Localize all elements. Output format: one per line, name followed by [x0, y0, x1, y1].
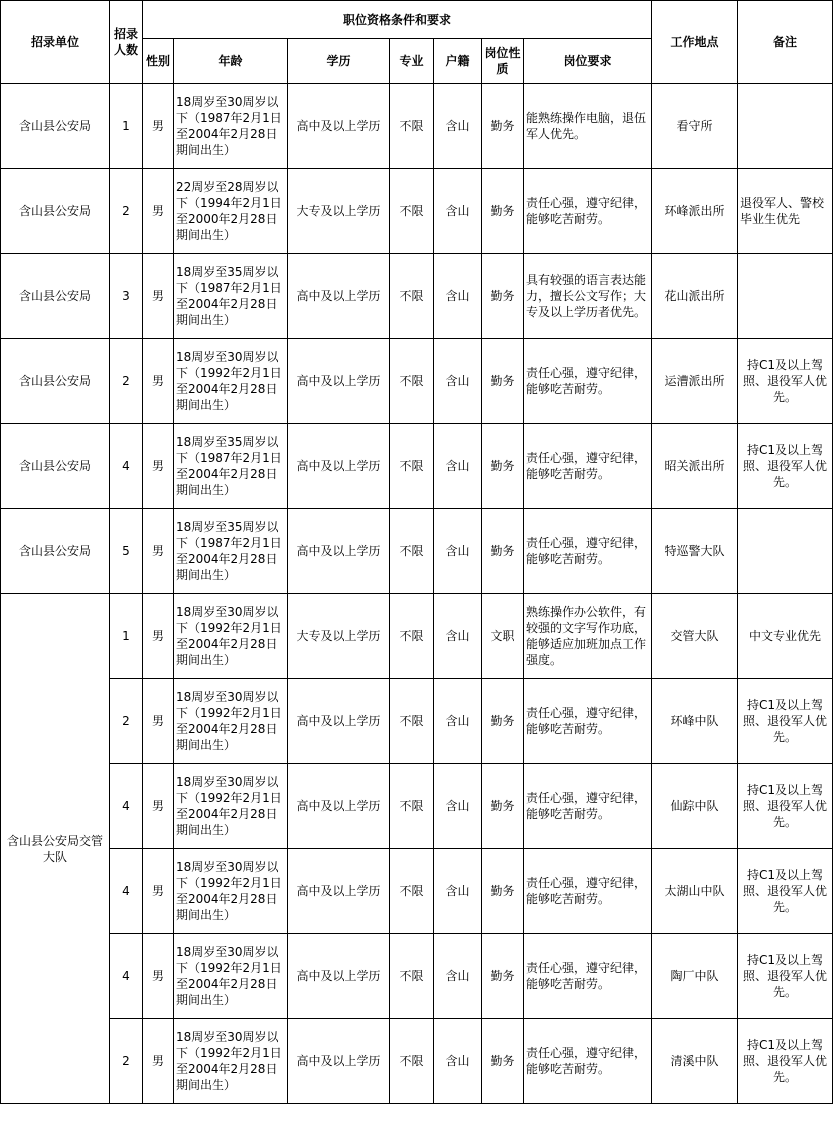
- cell-unit: 含山县公安局: [1, 169, 110, 254]
- cell-major: 不限: [390, 84, 434, 169]
- cell-education: 高中及以上学历: [288, 679, 390, 764]
- cell-nature: 勤务: [482, 169, 524, 254]
- cell-major: 不限: [390, 849, 434, 934]
- cell-gender: 男: [143, 1019, 174, 1104]
- header-hukou: 户籍: [434, 39, 482, 84]
- cell-nature: 勤务: [482, 934, 524, 1019]
- cell-count: 2: [110, 169, 143, 254]
- cell-age: 18周岁至35周岁以下（1987年2月1日至2004年2月28日期间出生）: [174, 424, 288, 509]
- cell-hukou: 含山: [434, 1019, 482, 1104]
- table-row: [1, 254, 833, 339]
- cell-gender: 男: [143, 84, 174, 169]
- cell-location: 交管大队: [652, 594, 738, 679]
- cell-age: 18周岁至30周岁以下（1992年2月1日至2004年2月28日期间出生）: [174, 934, 288, 1019]
- cell-age: 18周岁至30周岁以下（1992年2月1日至2004年2月28日期间出生）: [174, 1019, 288, 1104]
- cell-location: 运漕派出所: [652, 339, 738, 424]
- header-requirement: 岗位要求: [524, 39, 652, 84]
- cell-remark: [738, 254, 833, 339]
- cell-nature: 勤务: [482, 84, 524, 169]
- cell-hukou: 含山: [434, 424, 482, 509]
- cell-major: 不限: [390, 934, 434, 1019]
- header-major: 专业: [390, 39, 434, 84]
- cell-location: 陶厂中队: [652, 934, 738, 1019]
- cell-major: 不限: [390, 254, 434, 339]
- cell-unit: 含山县公安局: [1, 339, 110, 424]
- cell-count: 2: [110, 679, 143, 764]
- cell-age: 18周岁至30周岁以下（1992年2月1日至2004年2月28日期间出生）: [174, 764, 288, 849]
- cell-gender: 男: [143, 424, 174, 509]
- cell-major: 不限: [390, 424, 434, 509]
- cell-count: 2: [110, 1019, 143, 1104]
- table-row: [1, 679, 833, 764]
- cell-nature: 勤务: [482, 509, 524, 594]
- cell-age: 18周岁至30周岁以下（1987年2月1日至2004年2月28日期间出生）: [174, 84, 288, 169]
- header-education: 学历: [288, 39, 390, 84]
- cell-nature: 勤务: [482, 339, 524, 424]
- cell-location: 环峰中队: [652, 679, 738, 764]
- cell-hukou: 含山: [434, 679, 482, 764]
- cell-hukou: 含山: [434, 934, 482, 1019]
- cell-major: 不限: [390, 169, 434, 254]
- cell-education: 高中及以上学历: [288, 764, 390, 849]
- cell-count: 1: [110, 84, 143, 169]
- cell-gender: 男: [143, 764, 174, 849]
- cell-education: 高中及以上学历: [288, 1019, 390, 1104]
- cell-remark: 持C1及以上驾照、退役军人优先。: [738, 764, 833, 849]
- cell-gender: 男: [143, 594, 174, 679]
- cell-nature: 勤务: [482, 849, 524, 934]
- cell-education: 高中及以上学历: [288, 84, 390, 169]
- header-group: 职位资格条件和要求: [143, 1, 652, 39]
- header-gender: 性别: [143, 39, 174, 84]
- cell-education: 大专及以上学历: [288, 594, 390, 679]
- cell-location: 昭关派出所: [652, 424, 738, 509]
- header-nature: 岗位性质: [482, 39, 524, 84]
- cell-requirement: 责任心强，遵守纪律，能够吃苦耐劳。: [524, 1019, 652, 1104]
- cell-count: 5: [110, 509, 143, 594]
- cell-remark: 持C1及以上驾照、退役军人优先。: [738, 679, 833, 764]
- table-row: [1, 509, 833, 594]
- cell-requirement: 责任心强，遵守纪律，能够吃苦耐劳。: [524, 849, 652, 934]
- cell-requirement: 责任心强，遵守纪律，能够吃苦耐劳。: [524, 764, 652, 849]
- cell-remark: 中文专业优先: [738, 594, 833, 679]
- cell-education: 高中及以上学历: [288, 254, 390, 339]
- cell-remark: 持C1及以上驾照、退役军人优先。: [738, 934, 833, 1019]
- cell-count: 1: [110, 594, 143, 679]
- cell-hukou: 含山: [434, 169, 482, 254]
- cell-location: 环峰派出所: [652, 169, 738, 254]
- cell-nature: 勤务: [482, 254, 524, 339]
- header-age: 年龄: [174, 39, 288, 84]
- cell-remark: 持C1及以上驾照、退役军人优先。: [738, 1019, 833, 1104]
- cell-unit: 含山县公安局: [1, 254, 110, 339]
- cell-count: 3: [110, 254, 143, 339]
- cell-gender: 男: [143, 254, 174, 339]
- cell-requirement: 责任心强，遵守纪律，能够吃苦耐劳。: [524, 934, 652, 1019]
- cell-education: 高中及以上学历: [288, 934, 390, 1019]
- cell-remark: 持C1及以上驾照、退役军人优先。: [738, 424, 833, 509]
- cell-unit: 含山县公安局: [1, 424, 110, 509]
- header-remark: 备注: [738, 1, 833, 84]
- cell-age: 18周岁至30周岁以下（1992年2月1日至2004年2月28日期间出生）: [174, 339, 288, 424]
- cell-requirement: 熟练操作办公软件，有较强的文字写作功底，能够适应加班加点工作强度。: [524, 594, 652, 679]
- cell-gender: 男: [143, 339, 174, 424]
- cell-age: 18周岁至30周岁以下（1992年2月1日至2004年2月28日期间出生）: [174, 594, 288, 679]
- cell-education: 高中及以上学历: [288, 424, 390, 509]
- cell-location: 看守所: [652, 84, 738, 169]
- table-row: [1, 849, 833, 934]
- cell-education: 大专及以上学历: [288, 169, 390, 254]
- cell-major: 不限: [390, 1019, 434, 1104]
- cell-hukou: 含山: [434, 339, 482, 424]
- cell-age: 18周岁至35周岁以下（1987年2月1日至2004年2月28日期间出生）: [174, 509, 288, 594]
- cell-location: 仙踪中队: [652, 764, 738, 849]
- cell-requirement: 责任心强，遵守纪律，能够吃苦耐劳。: [524, 509, 652, 594]
- table-row: [1, 1019, 833, 1104]
- cell-gender: 男: [143, 934, 174, 1019]
- table-row: [1, 594, 833, 679]
- cell-location: 花山派出所: [652, 254, 738, 339]
- cell-hukou: 含山: [434, 84, 482, 169]
- header-location: 工作地点: [652, 1, 738, 84]
- cell-major: 不限: [390, 764, 434, 849]
- cell-remark: 退役军人、警校毕业生优先: [738, 169, 833, 254]
- cell-major: 不限: [390, 339, 434, 424]
- cell-nature: 勤务: [482, 764, 524, 849]
- table-row: [1, 339, 833, 424]
- cell-count: 4: [110, 764, 143, 849]
- cell-major: 不限: [390, 679, 434, 764]
- cell-requirement: 责任心强，遵守纪律，能够吃苦耐劳。: [524, 679, 652, 764]
- table-row: [1, 934, 833, 1019]
- cell-unit: 含山县公安局: [1, 509, 110, 594]
- cell-requirement: 能熟练操作电脑，退伍军人优先。: [524, 84, 652, 169]
- cell-requirement: 具有较强的语言表达能力，擅长公文写作；大专及以上学历者优先。: [524, 254, 652, 339]
- cell-education: 高中及以上学历: [288, 509, 390, 594]
- cell-gender: 男: [143, 849, 174, 934]
- cell-unit-traffic: 含山县公安局交管大队: [1, 594, 110, 1104]
- cell-age: 18周岁至30周岁以下（1992年2月1日至2004年2月28日期间出生）: [174, 679, 288, 764]
- cell-education: 高中及以上学历: [288, 339, 390, 424]
- cell-nature: 勤务: [482, 1019, 524, 1104]
- cell-remark: 持C1及以上驾照、退役军人优先。: [738, 339, 833, 424]
- cell-hukou: 含山: [434, 849, 482, 934]
- cell-count: 4: [110, 934, 143, 1019]
- cell-gender: 男: [143, 169, 174, 254]
- cell-location: 特巡警大队: [652, 509, 738, 594]
- cell-requirement: 责任心强，遵守纪律，能够吃苦耐劳。: [524, 339, 652, 424]
- cell-age: 18周岁至30周岁以下（1992年2月1日至2004年2月28日期间出生）: [174, 849, 288, 934]
- cell-unit: 含山县公安局: [1, 84, 110, 169]
- cell-count: 4: [110, 849, 143, 934]
- cell-remark: [738, 84, 833, 169]
- cell-hukou: 含山: [434, 254, 482, 339]
- cell-count: 4: [110, 424, 143, 509]
- cell-remark: [738, 509, 833, 594]
- header-unit: 招录单位: [1, 1, 110, 84]
- cell-nature: 勤务: [482, 424, 524, 509]
- header-count: 招录人数: [110, 1, 143, 84]
- cell-hukou: 含山: [434, 594, 482, 679]
- cell-requirement: 责任心强，遵守纪律，能够吃苦耐劳。: [524, 424, 652, 509]
- table-row: [1, 169, 833, 254]
- table-row: [1, 764, 833, 849]
- cell-location: 太湖山中队: [652, 849, 738, 934]
- cell-nature: 勤务: [482, 679, 524, 764]
- cell-hukou: 含山: [434, 509, 482, 594]
- cell-count: 2: [110, 339, 143, 424]
- cell-age: 22周岁至28周岁以下（1994年2月1日至2000年2月28日期间出生）: [174, 169, 288, 254]
- cell-remark: 持C1及以上驾照、退役军人优先。: [738, 849, 833, 934]
- cell-location: 清溪中队: [652, 1019, 738, 1104]
- cell-age: 18周岁至35周岁以下（1987年2月1日至2004年2月28日期间出生）: [174, 254, 288, 339]
- cell-education: 高中及以上学历: [288, 849, 390, 934]
- cell-hukou: 含山: [434, 764, 482, 849]
- cell-major: 不限: [390, 594, 434, 679]
- cell-gender: 男: [143, 679, 174, 764]
- cell-nature: 文职: [482, 594, 524, 679]
- table-row: [1, 84, 833, 169]
- cell-gender: 男: [143, 509, 174, 594]
- cell-major: 不限: [390, 509, 434, 594]
- cell-requirement: 责任心强，遵守纪律，能够吃苦耐劳。: [524, 169, 652, 254]
- table-row: [1, 424, 833, 509]
